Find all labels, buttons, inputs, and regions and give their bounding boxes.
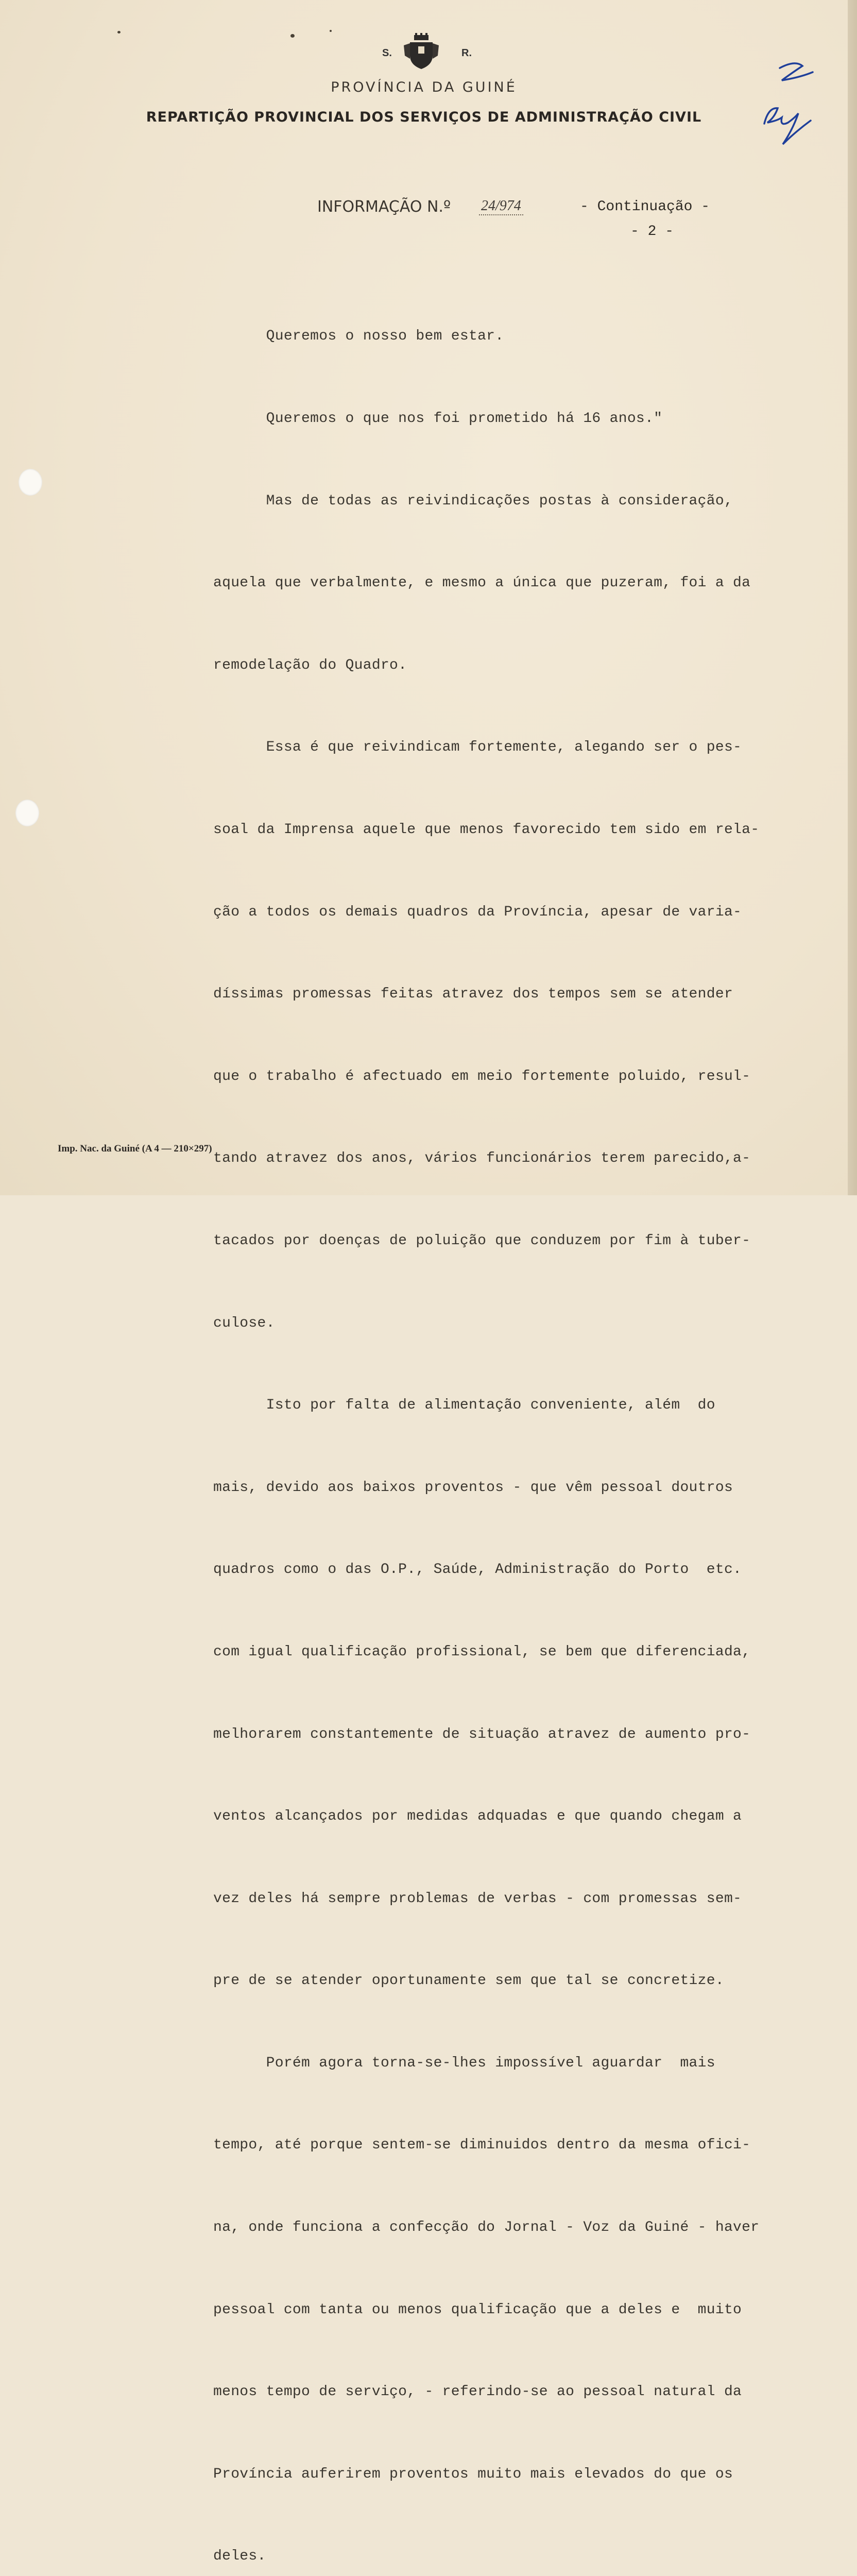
text-line: Essa é que reivindicam fortemente, alegando ser o pes- <box>213 739 742 756</box>
information-number: 24/974 <box>479 198 523 215</box>
text-line: remodelação do Quadro. <box>213 657 407 673</box>
text-line: tando atravez dos anos, vários funcionários terem parecido,a- <box>213 1150 751 1167</box>
text-line: na, onde funciona a confecção do Jornal - Voz da Guiné - haver <box>213 2219 760 2236</box>
text-line: deles. <box>213 2548 266 2565</box>
department-heading: REPARTIÇÃO PROVINCIAL DOS SERVIÇOS DE ADMINISTRAÇÃO CIVIL <box>146 109 702 125</box>
text-line: vez deles há sempre problemas de verbas - com promessas sem- <box>213 1890 742 1907</box>
text-line: Mas de todas as reivindicações postas à consideração, <box>213 493 733 509</box>
text-line: Isto por falta de alimentação conveniente, além do <box>213 1397 715 1414</box>
text-line: ção a todos os demais quadros da Província, apesar de varia- <box>213 904 742 920</box>
paper-speck <box>290 34 295 38</box>
text-line: ventos alcançados por medidas adquadas e que quando chegam a <box>213 1808 742 1825</box>
text-line: menos tempo de serviço, - referindo-se ao pessoal natural da <box>213 2384 742 2400</box>
text-line: quadros como o das O.P., Saúde, Administração do Porto etc. <box>213 1562 742 1578</box>
continuation-label: - Continuação - <box>580 199 710 215</box>
text-line: díssimas promessas feitas atravez dos tempos sem se atender <box>213 986 733 1003</box>
province-heading: PROVÍNCIA DA GUINÉ <box>331 79 517 95</box>
page-edge <box>848 0 857 1195</box>
text-line: mais, devido aos baixos proventos - que vêm pessoal doutros <box>213 1479 733 1496</box>
text-line: tacados por doenças de poluição que conduzem por fim à tuber- <box>213 1232 751 1249</box>
text-line: Queremos o que nos foi prometido há 16 anos." <box>213 411 663 427</box>
crest-right-letter: R. <box>461 47 472 59</box>
paper-speck <box>330 30 332 32</box>
punch-hole-upper <box>19 469 42 496</box>
text-line: aquela que verbalmente, e mesmo a única que puzeram, foi a da <box>213 575 751 591</box>
text-line: tempo, até porque sentem-se diminuidos dentro da mesma ofici- <box>213 2137 751 2154</box>
text-line: que o trabalho é afectuado em meio fortemente poluido, resul- <box>213 1068 751 1084</box>
text-line: pre de se atender oportunamente sem que tal se concretize. <box>213 1973 724 1989</box>
text-line: soal da Imprensa aquele que menos favorecido tem sido em rela- <box>213 821 760 838</box>
text-line: culose. <box>213 1315 275 1331</box>
handwritten-annotation-icon <box>759 57 821 149</box>
text-line: melhorarem constantemente de situação atravez de aumento pro- <box>213 1726 751 1742</box>
coat-of-arms-icon <box>403 33 440 70</box>
text-line: Província auferirem proventos muito mais elevados do que os <box>213 2466 733 2482</box>
text-line: com igual qualificação profissional, se bem que diferenciada, <box>213 1643 751 1660</box>
body-text <box>213 268 836 2576</box>
text-line: Queremos o nosso bem estar. <box>213 328 504 345</box>
printer-imprint: Imp. Nac. da Guiné (A 4 — 210×297) <box>58 1143 212 1154</box>
crest-left-letter: S. <box>382 47 392 59</box>
information-label: INFORMAÇÃO N.º <box>317 198 451 216</box>
paper-speck <box>117 31 121 33</box>
text-line: Porém agora torna-se-lhes impossível aguardar mais <box>213 2055 715 2071</box>
text-line: pessoal com tanta ou menos qualificação que a deles e muito <box>213 2301 742 2318</box>
page-number: - 2 - <box>630 224 674 240</box>
punch-hole-lower <box>15 800 39 826</box>
